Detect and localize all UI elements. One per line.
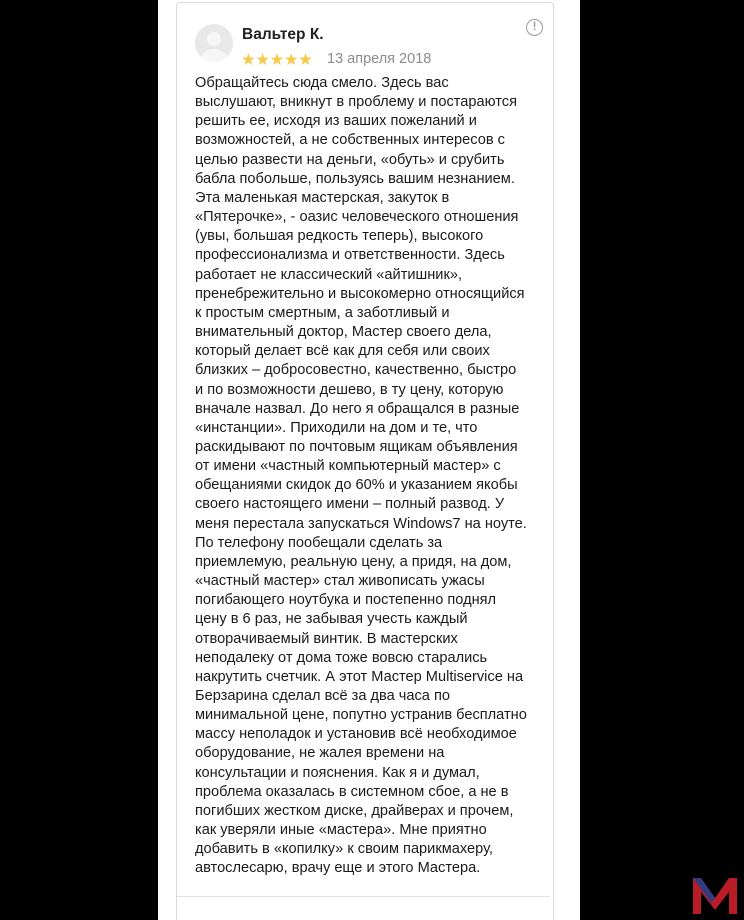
review-line: вначале назвал. До него я обращался в разные xyxy=(195,400,520,417)
review-line: к простым смертным, а заботливый и xyxy=(195,304,450,321)
review-line: возможностей, а не собственных интересов с xyxy=(195,132,505,149)
review-line: массу неполадок и установив всё необходимое xyxy=(195,726,517,743)
divider xyxy=(177,896,550,897)
review-line: (увы, большая редкость теперь), высокого xyxy=(195,228,484,245)
author-name[interactable]: Вальтер К. xyxy=(242,26,324,43)
review-line: неподалеку от дома тоже вовсю старались xyxy=(195,649,488,666)
review-line: который делает всё как для себя или своих xyxy=(195,343,490,360)
review-line: бабла побольше, пользуясь вашим незнанием. xyxy=(195,170,515,187)
review-line: Берзарина сделал всё за два часа по xyxy=(195,688,450,704)
avatar[interactable] xyxy=(195,24,233,62)
review-line: минимальной цене, попутно устранив бесплатно xyxy=(195,707,527,724)
review-line: приемлемую, реальную цену, а придя, на дом, xyxy=(195,553,512,570)
review-line: решить ее, исходя из ваших пожеланий и xyxy=(195,113,477,130)
user-silhouette-icon xyxy=(195,24,233,62)
review-line: «Пятерочке», - оазис человеческого отношения xyxy=(195,209,519,226)
review-line: проблема оказалась в системном сбое, а не в xyxy=(195,783,509,800)
review-line: консультации и пояснения. Как я и думал, xyxy=(195,764,480,781)
review-line: цену в 6 раз, не забывая учесть каждый xyxy=(195,611,468,628)
review-line: и по возможности дешево, в ту цену, которую xyxy=(195,381,504,398)
review-line: погибающего ноутбука и постепенно поднял xyxy=(195,592,497,609)
review-line: накрутить счетчик. А этот Мастер Multiservice на xyxy=(195,668,524,685)
review-line: как уверяли иные «мастера». Мне приятно xyxy=(195,822,487,839)
report-icon[interactable]: ! xyxy=(526,19,543,36)
review-text xyxy=(195,74,545,879)
review-line: оборудование, не жалея времени на xyxy=(195,745,445,762)
review-line: погибших жестком диске, драйверах и прочем, xyxy=(195,802,514,819)
review-date: 13 апреля 2018 xyxy=(327,51,432,67)
review-line: раскидывают по почтовым ящикам объявления xyxy=(195,438,518,455)
review-line: от имени «частный компьютерный мастер» с xyxy=(195,458,501,475)
review-line: внимательный доктор, Мастер своего дела, xyxy=(195,324,492,341)
review-line: своего настоящего имени – полный развод. У xyxy=(195,496,505,513)
review-card xyxy=(176,2,554,920)
review-line: отворачиваемый винтик. В мастерских xyxy=(195,630,458,647)
review-line: меня перестала запускаться Windows7 на ноуте. xyxy=(195,515,527,532)
review-line: близких – добросовестно, качественно, быстро xyxy=(195,362,517,379)
review-panel xyxy=(158,0,580,920)
review-line: «частный мастер» стал живописать ужасы xyxy=(195,573,485,590)
review-line: профессионализма и ответственности. Здесь xyxy=(195,247,505,264)
review-line: пренебрежительно и высокомерно относящийся xyxy=(195,285,525,302)
review-line: работает не классический «айтишник», xyxy=(195,266,463,283)
rating-stars: ★★★★★ xyxy=(241,50,313,69)
m-logo-watermark xyxy=(691,872,739,916)
review-line: целью развести на деньги, «обуть» и срубить xyxy=(195,151,505,168)
review-line: Обращайтесь сюда смело. Здесь вас xyxy=(195,75,449,91)
review-line: обещаниями скидок до 60% и указанием якобы xyxy=(195,477,518,494)
review-line: По телефону пообещали сделать за xyxy=(195,534,443,551)
review-line: «инстанции». Приходили на дом и те, что xyxy=(195,419,478,436)
review-line: автослесарю, врачу еще и этого Мастера. xyxy=(195,860,481,877)
review-line: добавить в «копилку» к своим парикмахеру, xyxy=(195,841,493,858)
review-line: выслушают, вникнут в проблему и постараются xyxy=(195,94,517,111)
review-line: Эта маленькая мастерская, закуток в xyxy=(195,189,450,206)
